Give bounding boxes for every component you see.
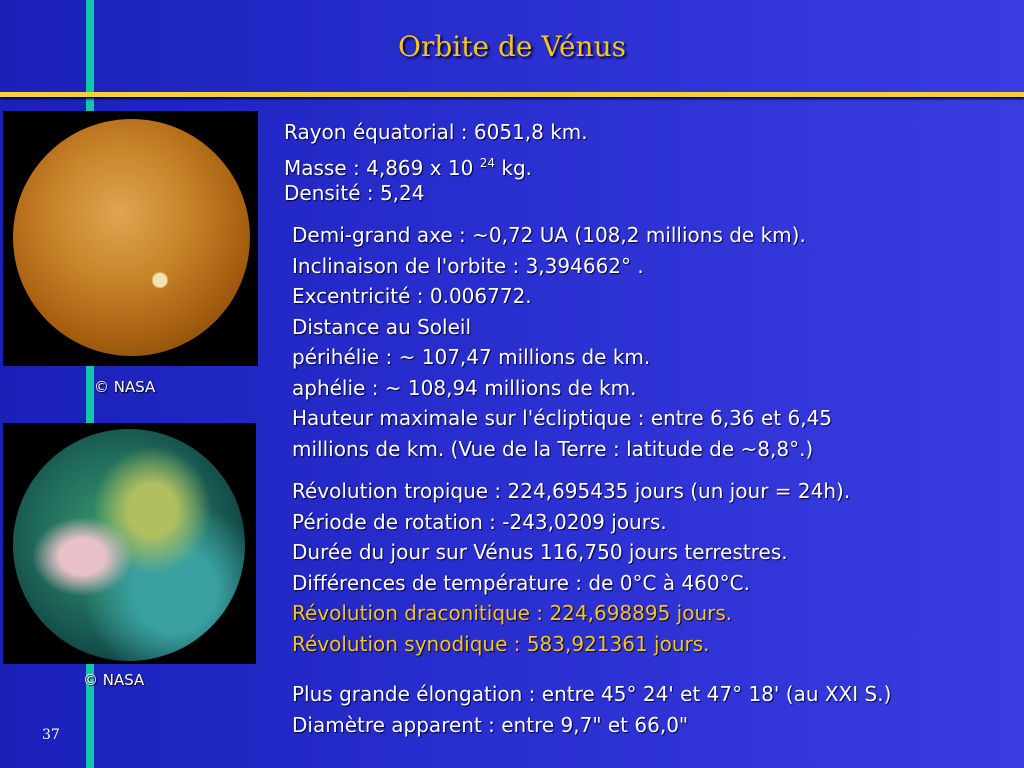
physical-properties xyxy=(284,117,588,209)
rotation-line: Révolution tropique : 224,695435 jours (un jour = 24h). xyxy=(292,479,851,503)
orbit-line: aphélie : ~ 108,94 millions de km. xyxy=(292,375,637,400)
venus-globe-visible xyxy=(13,119,250,356)
image-credit-bottom: © NASA xyxy=(83,671,145,689)
rotation-line-highlight: Révolution synodique : 583,921361 jours. xyxy=(292,631,710,656)
orbit-properties xyxy=(292,220,832,464)
observation-line: Plus grande élongation : entre 45° 24' et 47° 18' (au XXI S.) xyxy=(292,682,892,706)
page-number: 37 xyxy=(42,727,60,743)
rotation-properties xyxy=(292,476,850,659)
orbit-line: millions de km. (Vue de la Terre : latitude de ~8,8°.) xyxy=(292,436,814,461)
observation-line: Diamètre apparent : entre 9,7" et 66,0" xyxy=(292,712,689,737)
title-divider xyxy=(0,92,1024,97)
orbit-line: Hauteur maximale sur l'écliptique : entre 6,36 et 6,45 xyxy=(292,406,833,430)
rotation-line: Période de rotation : -243,0209 jours. xyxy=(292,509,667,534)
orbit-line: Distance au Soleil xyxy=(292,314,472,339)
orbit-line: Inclinaison de l'orbite : 3,394662° . xyxy=(292,253,644,278)
observation-properties xyxy=(292,679,891,740)
orbit-line: Demi-grand axe : ~0,72 UA (108,2 millions de km). xyxy=(292,223,806,247)
orbit-line: Excentricité : 0.006772. xyxy=(292,284,532,308)
densite-line: Densité : 5,24 xyxy=(284,181,425,205)
image-credit-top: © NASA xyxy=(94,378,156,396)
rotation-line: Différences de température : de 0°C à 460°C. xyxy=(292,570,750,595)
masse-prefix: Masse : 4,869 x 10 xyxy=(284,155,480,180)
venus-visible-image xyxy=(3,111,258,366)
masse-exponent: 24 xyxy=(479,155,496,170)
masse-suffix: kg. xyxy=(495,155,533,180)
venus-globe-radar xyxy=(13,429,245,661)
slide-title: Orbite de Vénus xyxy=(398,30,626,63)
rotation-line-highlight: Révolution draconitique : 224,698895 jours. xyxy=(292,601,733,625)
venus-radar-image xyxy=(3,423,256,664)
masse-line xyxy=(284,148,588,179)
rayon-line: Rayon équatorial : 6051,8 km. xyxy=(284,120,588,144)
orbit-line: périhélie : ~ 107,47 millions de km. xyxy=(292,345,651,369)
rotation-line: Durée du jour sur Vénus 116,750 jours terrestres. xyxy=(292,540,788,564)
